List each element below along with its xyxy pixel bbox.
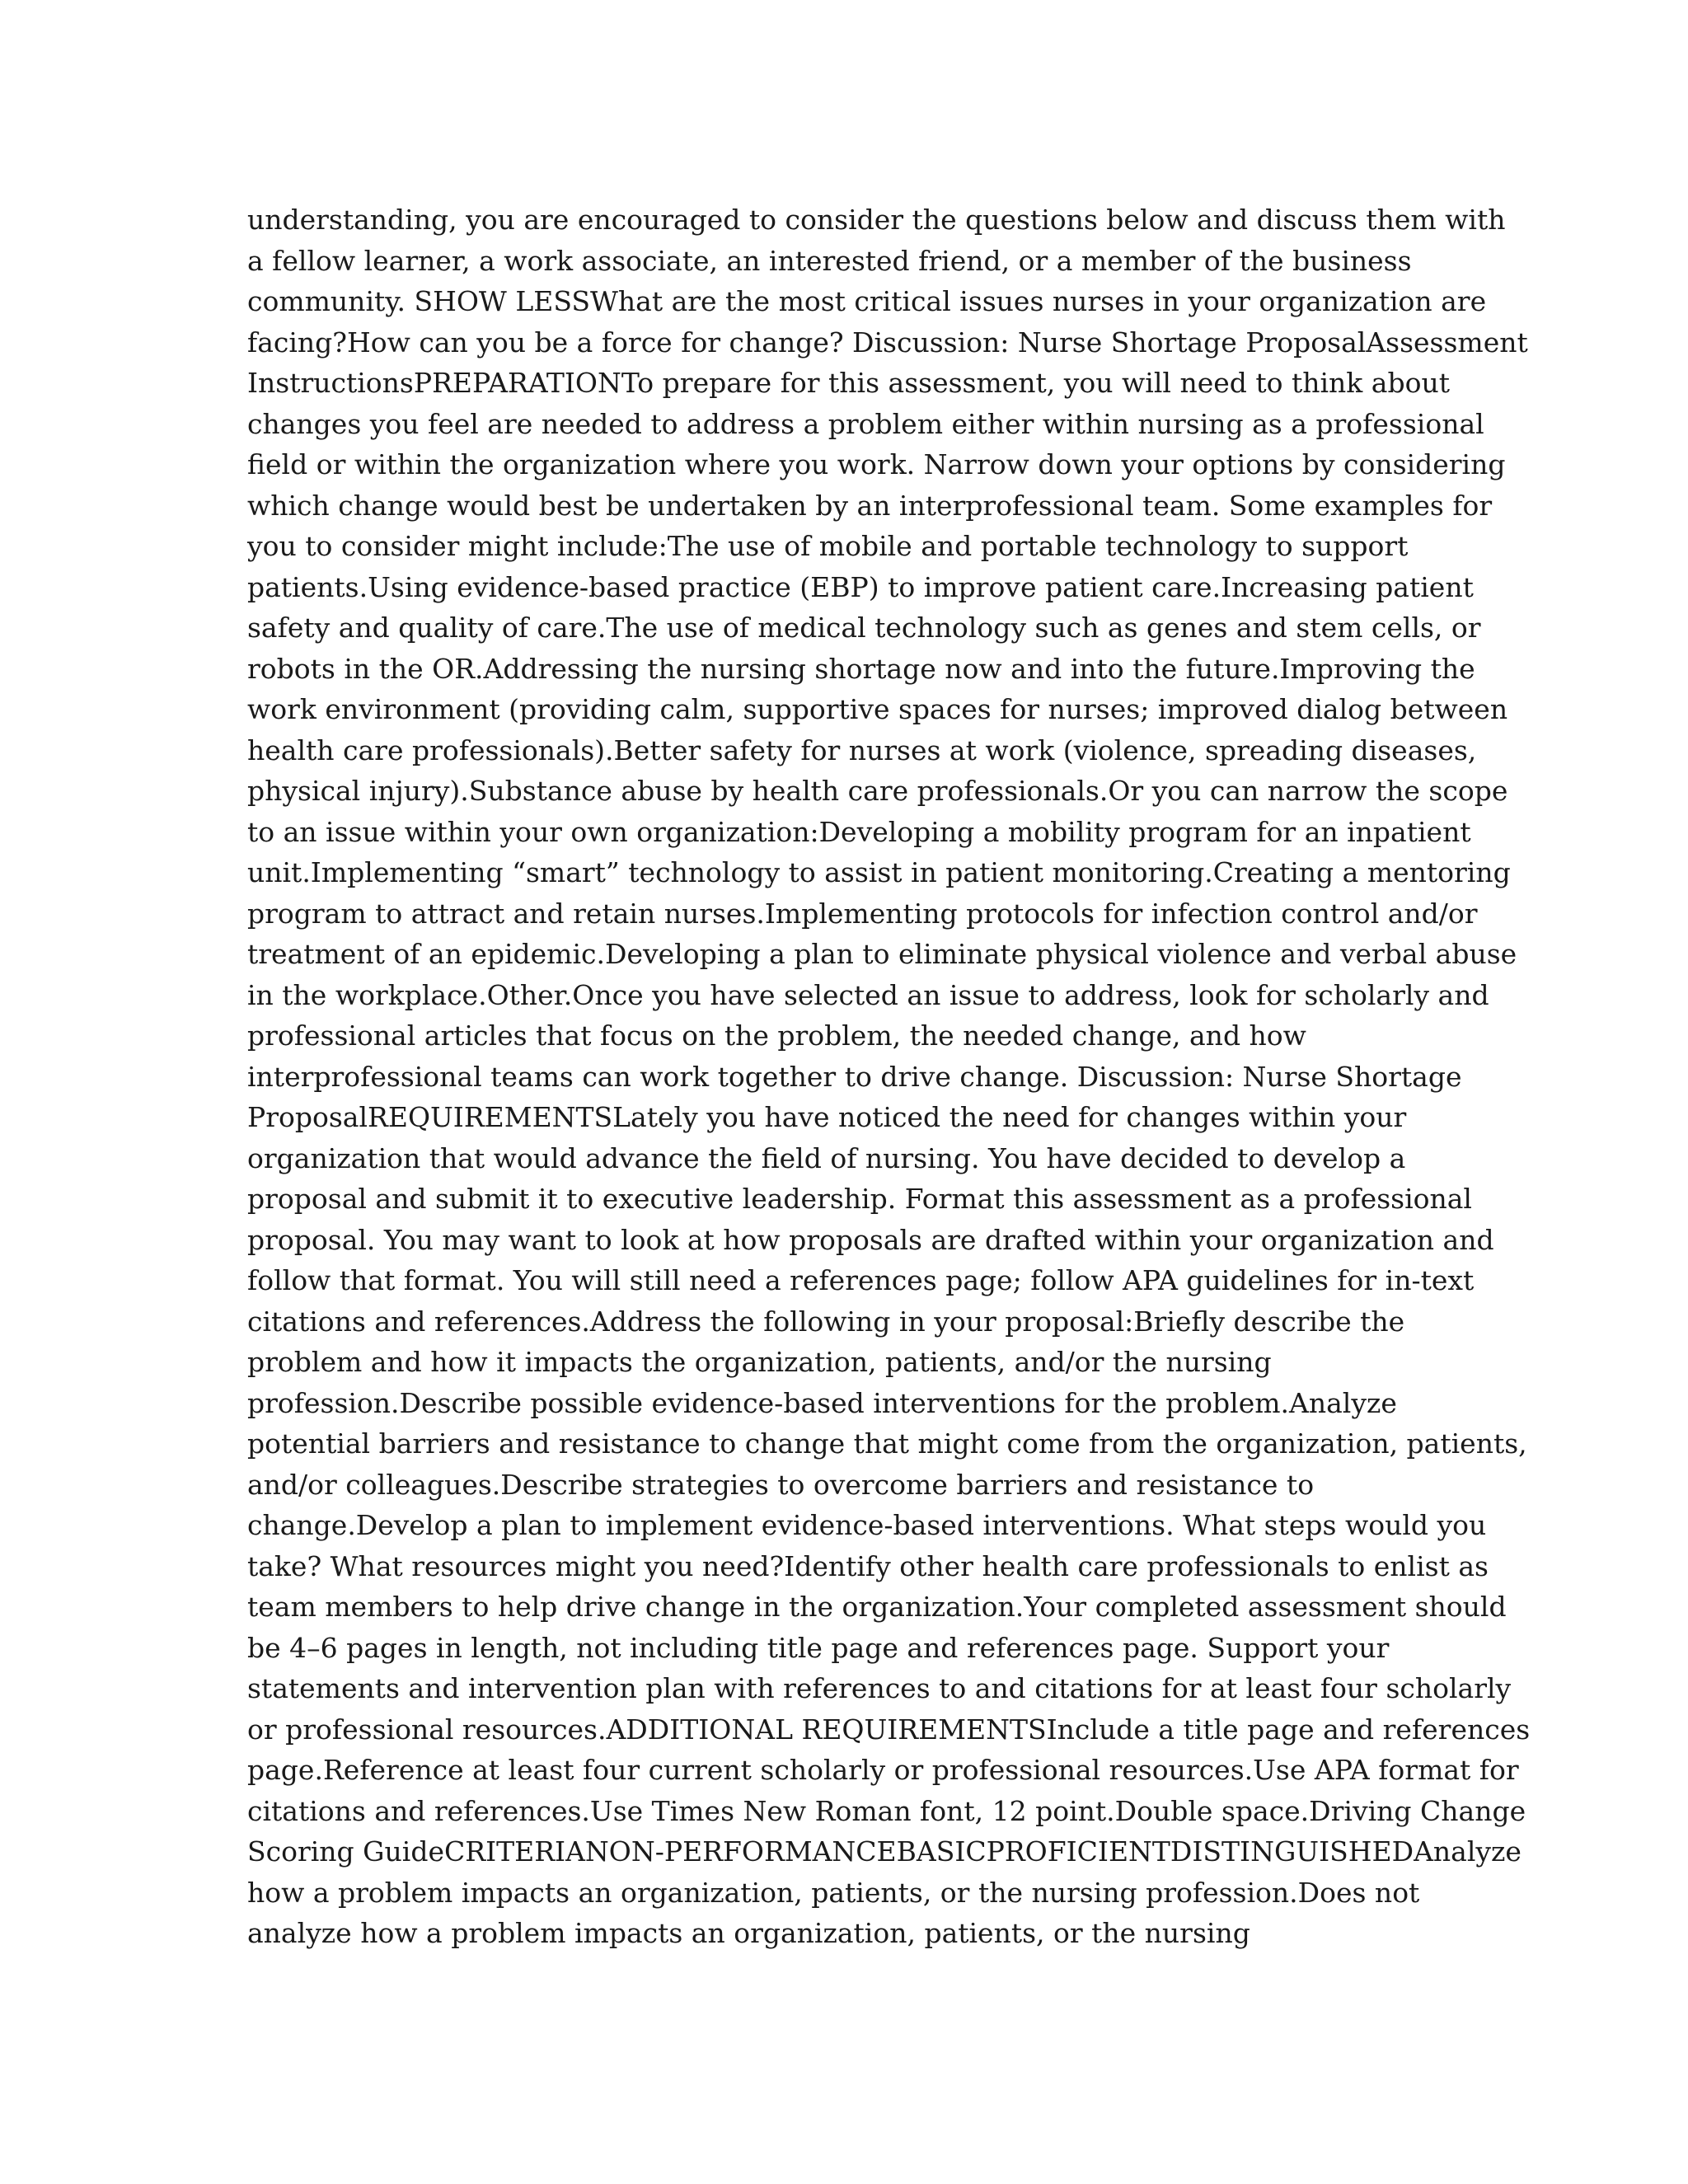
text-line: professional articles that focus on the problem, the needed change, and how: [247, 1019, 1306, 1052]
text-line: profession.Describe possible evidence-based interventions for the problem.Analyze: [247, 1386, 1397, 1419]
text-line: InstructionsPREPARATIONTo prepare for this assessment, you will need to think about: [247, 367, 1450, 399]
text-line: program to attract and retain nurses.Implementing protocols for infection control and/or: [247, 897, 1478, 930]
text-line: a fellow learner, a work associate, an interested friend, or a member of the business: [247, 244, 1412, 277]
text-line: robots in the OR.Addressing the nursing shortage now and into the future.Improving the: [247, 652, 1475, 685]
text-line: proposal and submit it to executive leadership. Format this assessment as a professional: [247, 1183, 1472, 1215]
text-line: physical injury).Substance abuse by health care professionals.Or you can narrow the scope: [247, 775, 1508, 807]
text-line: unit.Implementing “smart” technology to assist in patient monitoring.Creating a mentoring: [247, 856, 1511, 888]
text-line: community. SHOW LESSWhat are the most critical issues nurses in your organization are: [247, 285, 1487, 317]
text-line: patients.Using evidence-based practice (EBP) to improve patient care.Increasing patient: [247, 570, 1474, 603]
text-line: team members to help drive change in the organization.Your completed assessment should: [247, 1591, 1507, 1623]
text-line: to an issue within your own organization:Developing a mobility program for an inpatient: [247, 815, 1471, 848]
text-line: you to consider might include:The use of mobile and portable technology to support: [247, 530, 1409, 562]
body-text: [247, 199, 1531, 1954]
text-line: how a problem impacts an organization, patients, or the nursing profession.Does not: [247, 1876, 1420, 1909]
text-line: ProposalREQUIREMENTSLately you have noticed the need for changes within your: [247, 1101, 1407, 1133]
text-line: in the workplace.Other.Once you have selected an issue to address, look for scholarly and: [247, 978, 1489, 1011]
text-line: change.Develop a plan to implement evidence-based interventions. What steps would you: [247, 1509, 1487, 1541]
text-line: proposal. You may want to look at how proposals are drafted within your organization and: [247, 1223, 1494, 1256]
text-line: potential barriers and resistance to change that might come from the organization, patients,: [247, 1427, 1527, 1460]
text-line: problem and how it impacts the organization, patients, and/or the nursing: [247, 1346, 1272, 1378]
text-line: statements and intervention plan with references to and citations for at least four scholarly: [247, 1672, 1512, 1704]
text-line: analyze how a problem impacts an organization, patients, or the nursing: [247, 1917, 1250, 1949]
text-line: be 4–6 pages in length, not including title page and references page. Support your: [247, 1631, 1390, 1664]
text-line: follow that format. You will still need a references page; follow APA guidelines for in-text: [247, 1264, 1475, 1296]
text-line: Scoring GuideCRITERIANON-PERFORMANCEBASICPROFICIENTDISTINGUISHEDAnalyze: [247, 1835, 1522, 1868]
text-line: which change would best be undertaken by an interprofessional team. Some examples for: [247, 489, 1493, 522]
text-line: understanding, you are encouraged to consider the questions below and discuss them with: [247, 204, 1506, 236]
text-line: facing?How can you be a force for change? Discussion: Nurse Shortage ProposalAssessment: [247, 326, 1528, 359]
text-line: health care professionals).Better safety for nurses at work (violence, spreading diseases,: [247, 733, 1477, 766]
text-line: citations and references.Address the following in your proposal:Briefly describe the: [247, 1305, 1405, 1338]
text-line: changes you feel are needed to address a problem either within nursing as a professional: [247, 407, 1484, 440]
text-line: organization that would advance the field of nursing. You have decided to develop a: [247, 1141, 1406, 1174]
text-line: field or within the organization where you work. Narrow down your options by considering: [247, 448, 1506, 480]
text-line: and/or colleagues.Describe strategies to overcome barriers and resistance to: [247, 1468, 1315, 1501]
text-line: interprofessional teams can work together to drive change. Discussion: Nurse Shortage: [247, 1060, 1462, 1093]
text-line: work environment (providing calm, supportive spaces for nurses; improved dialog between: [247, 693, 1508, 725]
text-line: page.Reference at least four current scholarly or professional resources.Use APA format for: [247, 1754, 1519, 1786]
text-line: safety and quality of care.The use of medical technology such as genes and stem cells, or: [247, 612, 1481, 644]
text-line: take? What resources might you need?Identify other health care professionals to enlist as: [247, 1549, 1489, 1582]
text-line: treatment of an epidemic.Developing a plan to eliminate physical violence and verbal abuse: [247, 938, 1517, 970]
text-line: citations and references.Use Times New Roman font, 12 point.Double space.Driving Change: [247, 1794, 1526, 1827]
text-line: or professional resources.ADDITIONAL REQUIREMENTSInclude a title page and references: [247, 1713, 1531, 1746]
